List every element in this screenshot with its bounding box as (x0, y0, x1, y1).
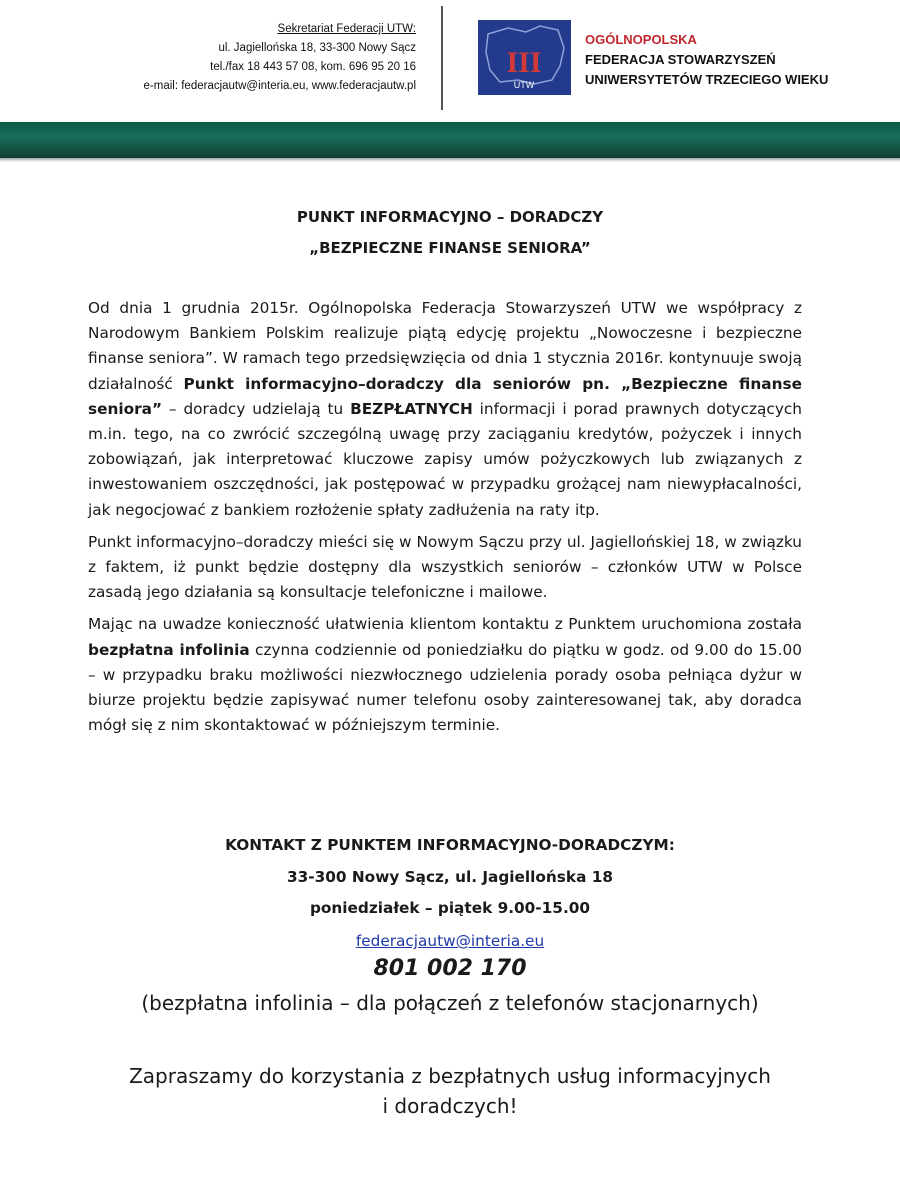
paragraph-3: Mając na uwadze konieczność ułatwienia klientom kontaktu z Punktem uruchomiona została bezpłatna infolinia czynna codziennie od poniedziałku do piątku w godz. od 9.00 do 15.00 – w przypadku braku możliwości niezwłocznego udzielenia porady osoba pełniąca dyżur w biurze projektu będzie zapisywać numer telefonu osoby zainteresowanej tak, aby doradca mógł się z nim skontaktować w późniejszym terminie. (88, 615, 802, 735)
secretariat-phone: tel./fax 18 443 57 08, kom. 696 95 20 16 (210, 61, 416, 73)
logo-numeral: III (506, 46, 542, 79)
invitation (0, 1061, 900, 1121)
infoline-note: (bezpłatna infolinia – dla połączeń z telefonów stacjonarnych) (141, 991, 759, 1015)
document-subtitle: „BEZPIECZNE FINANSE SENIORA” (309, 239, 591, 257)
secretariat-email-web: e-mail: federacjautw@interia.eu, www.federacjautw.pl (143, 80, 416, 92)
secretariat-label: Sekretariat Federacji UTW: (277, 23, 416, 35)
contact-heading: KONTAKT Z PUNKTEM INFORMACYJNO-DORADCZYM: (225, 836, 675, 854)
invitation-line-1: Zapraszamy do korzystania z bezpłatnych usług informacyjnych (129, 1064, 771, 1088)
secretariat-address: ul. Jagiellońska 18, 33-300 Nowy Sącz (218, 42, 416, 54)
org-line-2: FEDERACJA STOWARZYSZEŃ (585, 52, 776, 67)
document-title: PUNKT INFORMACYJNO – DORADCZY (296, 208, 604, 226)
secretariat-info (144, 20, 416, 96)
utw-logo (478, 20, 571, 95)
paragraph-1: Od dnia 1 grudnia 2015r. Ogólnopolska Federacja Stowarzyszeń UTW we współpracy z Narodowym Bankiem Polskim realizuje piątą edycję projektu „Nowoczesne i bezpieczne finanse seniora”. W ramach tego przedsięwzięcia od dnia 1 stycznia 2016r. kontynuuje swoją działalność Punkt informacyjno–doradczy dla seniorów pn. „Bezpieczne finanse seniora” – doradcy udzielają tu BEZPŁATNYCH informacji i porad prawnych dotyczących m.in. tego, na co zwrócić szczególną uwagę przy zaciąganiu kredytów, pożyczek i innych zobowiązań, jak interpretować kluczowe zapisy umów pożyczkowych lub związanych z inwestowaniem oszczędności, jak postępować w przypadku grożącej nam niewypłacalności, jak negocjować z bankiem rozłożenie spłaty zadłużenia na raty itp. (88, 299, 802, 519)
header-band (0, 122, 900, 158)
contact-hours: poniedziałek – piątek 9.00-15.00 (309, 899, 591, 917)
document-body (88, 296, 802, 745)
organization-name (585, 30, 828, 90)
header-band-shadow (0, 158, 900, 162)
invitation-line-2: i doradczych! (382, 1094, 518, 1118)
logo-abbr: UTW (513, 80, 535, 90)
paragraph-2: Punkt informacyjno–doradczy mieści się w Nowym Sączu przy ul. Jagiellońskiej 18, w związku z faktem, iż punkt będzie dostępny dla wszystkich seniorów – członków UTW w Polsce zasadą jego działania są konsultacje telefoniczne i mailowe. (88, 532, 802, 602)
contact-email-link[interactable]: federacjautw@interia.eu (355, 932, 545, 950)
header-divider (441, 6, 443, 110)
contact-address: 33-300 Nowy Sącz, ul. Jagiellońska 18 (286, 868, 614, 886)
infoline-phone: 801 002 170 (373, 956, 527, 981)
org-line-3: UNIWERSYTETÓW TRZECIEGO WIEKU (585, 72, 829, 87)
org-line-1: OGÓLNOPOLSKA (585, 32, 697, 47)
